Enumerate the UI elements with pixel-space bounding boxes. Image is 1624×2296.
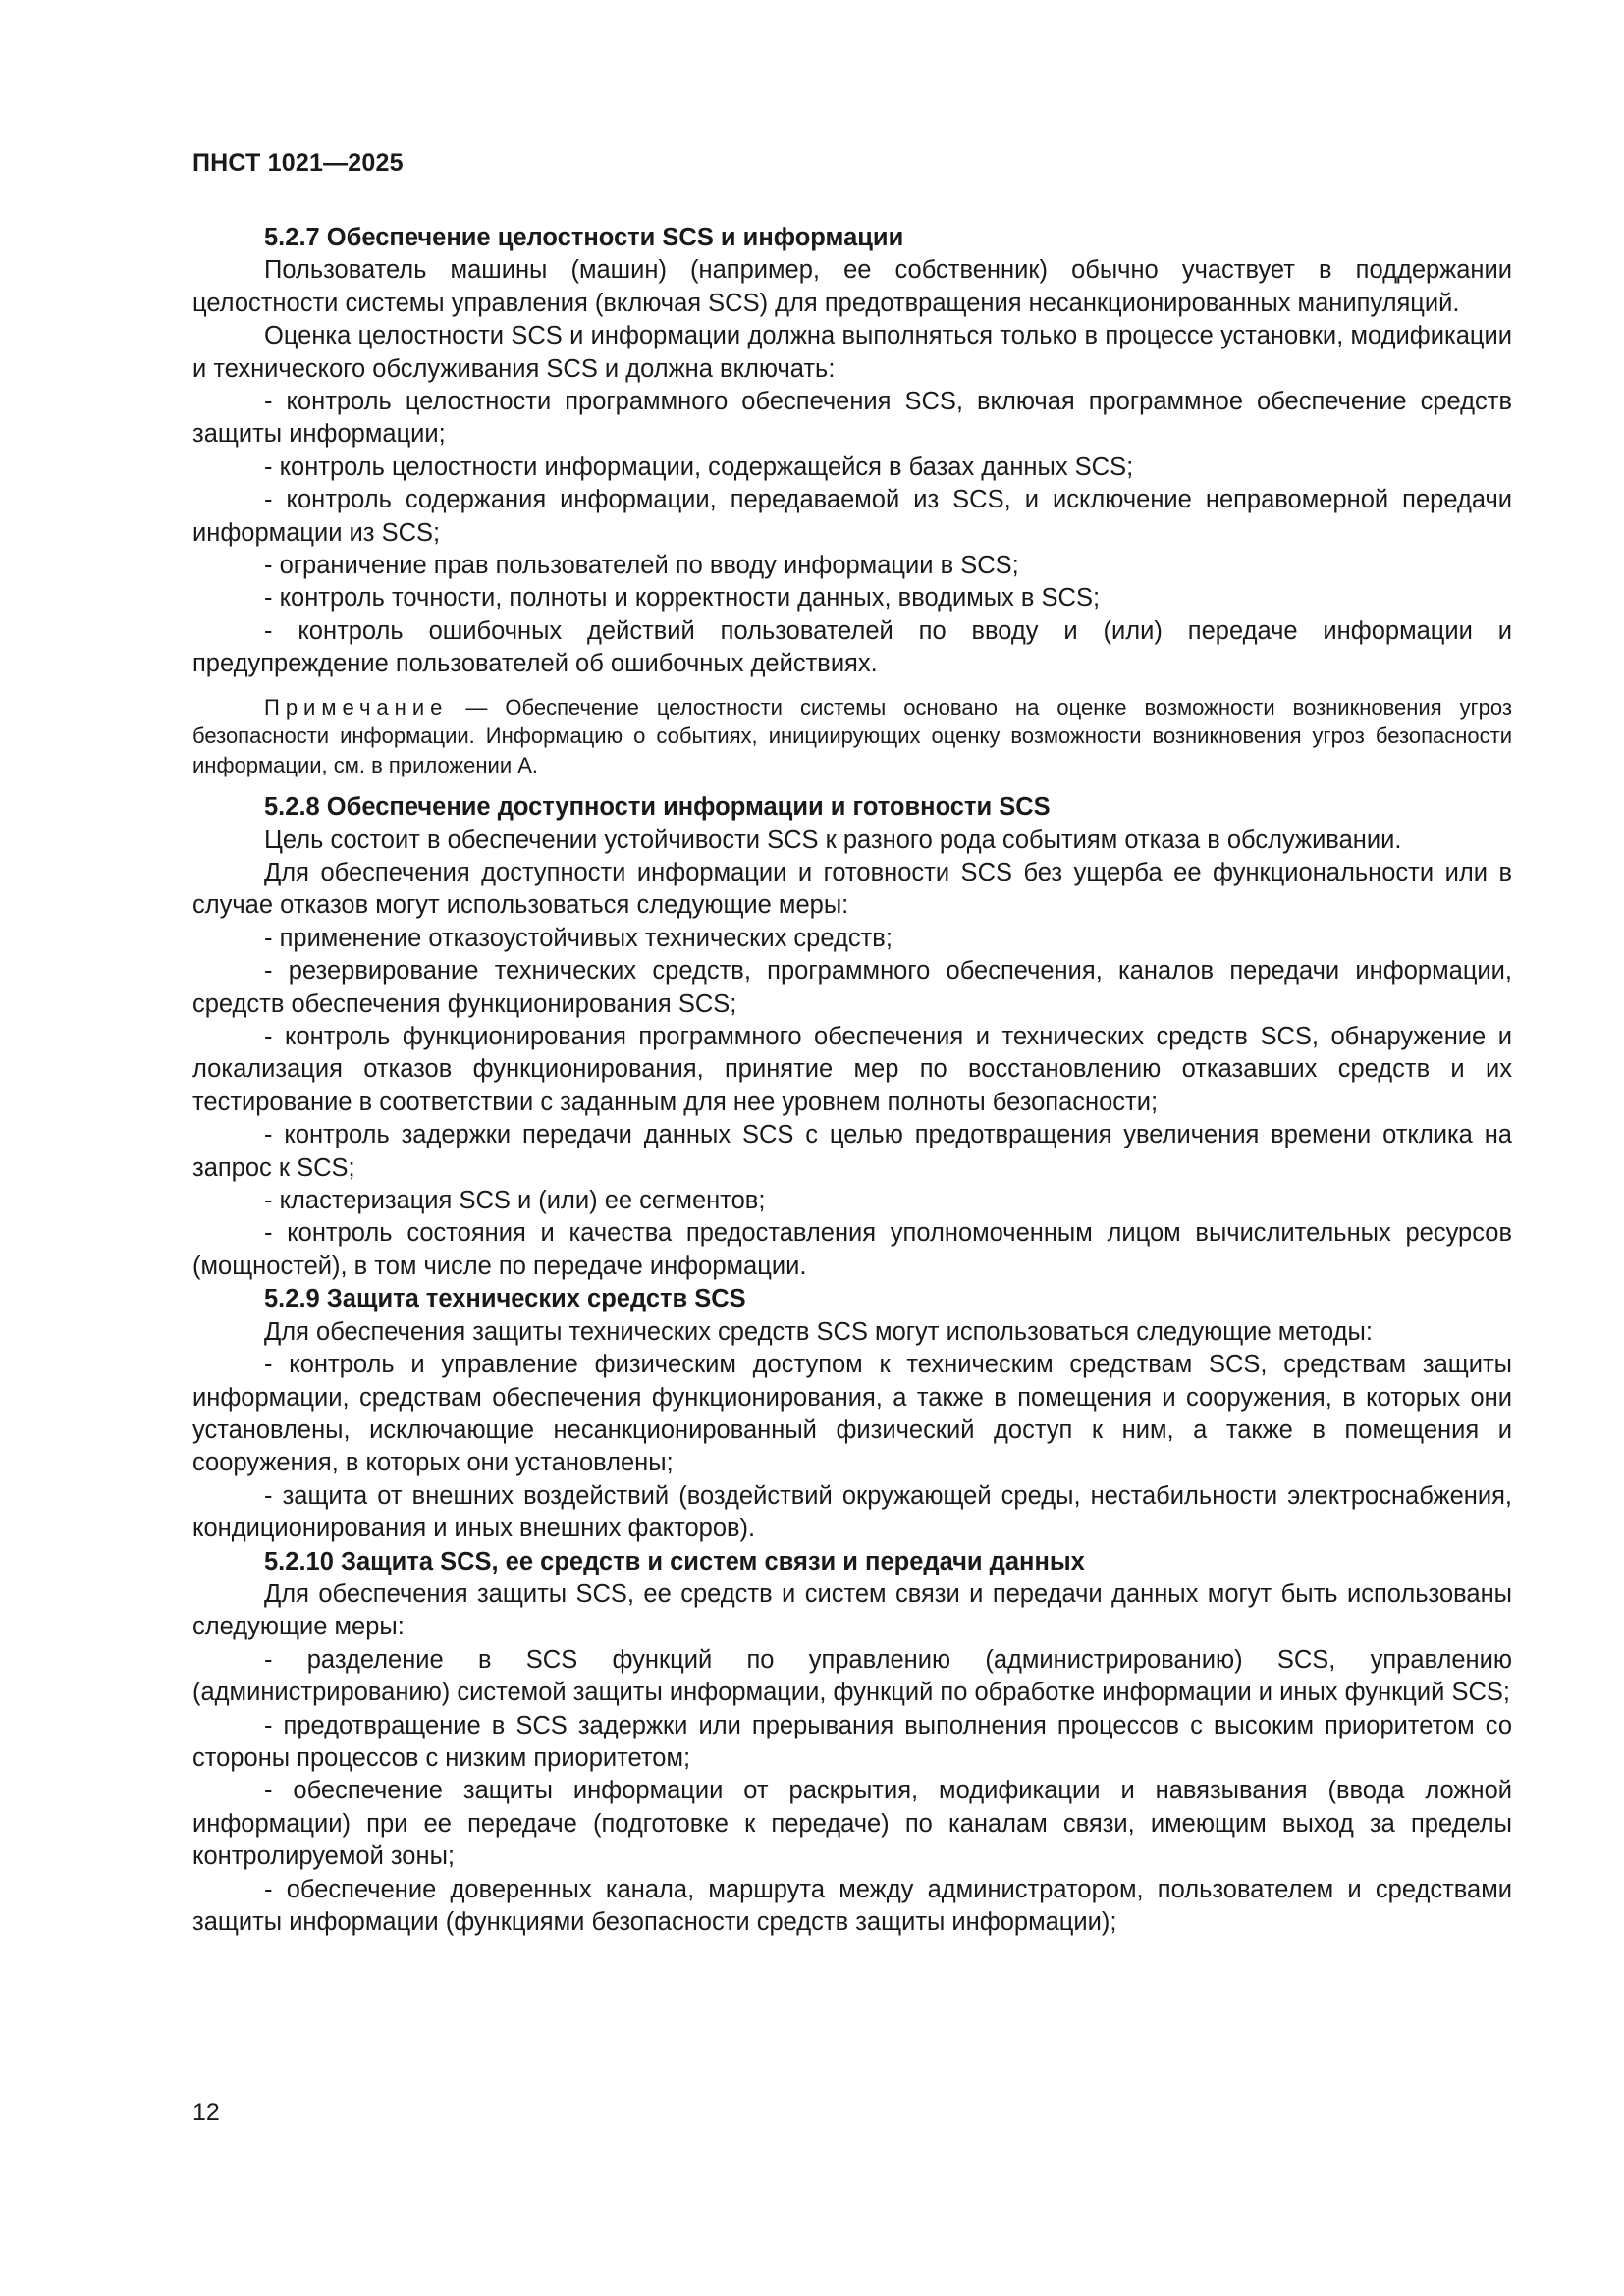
list-item: - кластеризация SCS и (или) ее сегментов; [264, 1187, 766, 1215]
list-item: - разделение в SCS функций по управлению (администрированию) SCS, управлению (администрированию) системой защиты информации, функций по обработке информации и иных функций SCS; [192, 1645, 1512, 1707]
list-item: - резервирование технических средств, программного обеспечения, каналов передачи информации, средств обеспечения функционирования SCS; [192, 957, 1512, 1018]
list-item: - ограничение прав пользователей по вводу информации в SCS; [264, 552, 1019, 580]
list-item: - контроль ошибочных действий пользователей по вводу и (или) передаче информации и предупреждение пользователей об ошибочных действиях. [192, 616, 1512, 678]
section-5-2-9-title: 5.2.9 Защита технических средств SCS [264, 1285, 746, 1313]
list-item: - контроль точности, полноты и корректности данных, вводимых в SCS; [264, 584, 1101, 613]
list-item: - защита от внешних воздействий (воздействий окружающей среды, нестабильности электроснабжения, кондиционирования и иных внешних факторов). [192, 1481, 1512, 1543]
list-item: - контроль задержки передачи данных SCS с целью предотвращения увеличения времени отклика на запрос к SCS; [192, 1121, 1512, 1182]
list-item: - контроль состояния и качества предоставления уполномоченным лицом вычислительных ресурсов (мощностей), в том числе по передаче информации. [192, 1219, 1512, 1280]
paragraph: Пользователь машины (машин) (например, ее собственник) обычно участвует в поддержании целостности системы управления (включая SCS) для предотвращения несанкционированных манипуляций. [192, 256, 1512, 317]
list-item: - обеспечение доверенных канала, маршрута между администратором, пользователем и средствами защиты информации (функциями безопасности средств защиты информации); [192, 1875, 1512, 1936]
list-item: - контроль и управление физическим доступом к техническим средствам SCS, средствам защиты информации, средствам обеспечения функционирования, а также в помещения и сооружения, в которых они установлены, исключающие несанкционированный физический доступ к ним, а также в помещения и сооружения, в которых они установлены; [192, 1351, 1512, 1477]
paragraph: Для обеспечения защиты технических средств SCS могут использоваться следующие методы: [264, 1317, 1373, 1346]
paragraph: Для обеспечения доступности информации и готовности SCS без ущерба ее функциональности или в случае отказов могут использоваться следующие меры: [192, 859, 1512, 920]
list-item: - контроль целостности программного обеспечения SCS, включая программное обеспечение средств защиты информации; [192, 388, 1512, 449]
section-5-2-10-title: 5.2.10 Защита SCS, ее средств и систем связи и передачи данных [264, 1547, 1085, 1575]
list-item: - контроль содержания информации, передаваемой из SCS, и исключение неправомерной передачи информации из SCS; [192, 486, 1512, 547]
note [192, 693, 1512, 780]
section-5-2-7-title: 5.2.7 Обеспечение целостности SCS и информации [264, 224, 904, 251]
paragraph: Цель состоит в обеспечении устойчивости SCS к разного рода событиям отказа в обслуживании. [264, 826, 1402, 854]
note-label: Примечание [264, 694, 449, 720]
paragraph: Оценка целостности SCS и информации должна выполняться только в процессе установки, модификации и технического обслуживания SCS и должна включать: [192, 322, 1512, 383]
list-item: - контроль целостности информации, содержащейся в базах данных SCS; [264, 453, 1134, 481]
document-body [192, 222, 1512, 1939]
list-item: - предотвращение в SCS задержки или прерывания выполнения процессов с высоким приоритетом со стороны процессов с низким приоритетом; [192, 1711, 1512, 1772]
list-item: - обеспечение защиты информации от раскрытия, модификации и навязывания (ввода ложной информации) при ее передаче (подготовке к передаче) по каналам связи, имеющим выход за пределы контролируемой зоны; [192, 1777, 1512, 1871]
section-5-2-8-title: 5.2.8 Обеспечение доступности информации и готовности SCS [264, 793, 1051, 822]
list-item: - применение отказоустойчивых технических средств; [264, 924, 893, 952]
document-id: ПНСТ 1021—2025 [192, 149, 404, 177]
note-text: — Обеспечение целостности системы основано на оценке возможности возникновения угроз безопасности информации. Информацию о событиях, инициирующих оценку возможности возникновения угроз безопасности информации, см. в приложении А. [192, 694, 1512, 777]
list-item: - контроль функционирования программного обеспечения и технических средств SCS, обнаружение и локализация отказов функционирования, принятие мер по восстановлению отказавших средств и их тестирование в соответствии с заданным для нее уровнем полноты безопасности; [192, 1023, 1512, 1116]
paragraph: Для обеспечения защиты SCS, ее средств и систем связи и передачи данных могут быть использованы следующие меры: [192, 1579, 1512, 1641]
page-number: 12 [192, 2099, 220, 2126]
